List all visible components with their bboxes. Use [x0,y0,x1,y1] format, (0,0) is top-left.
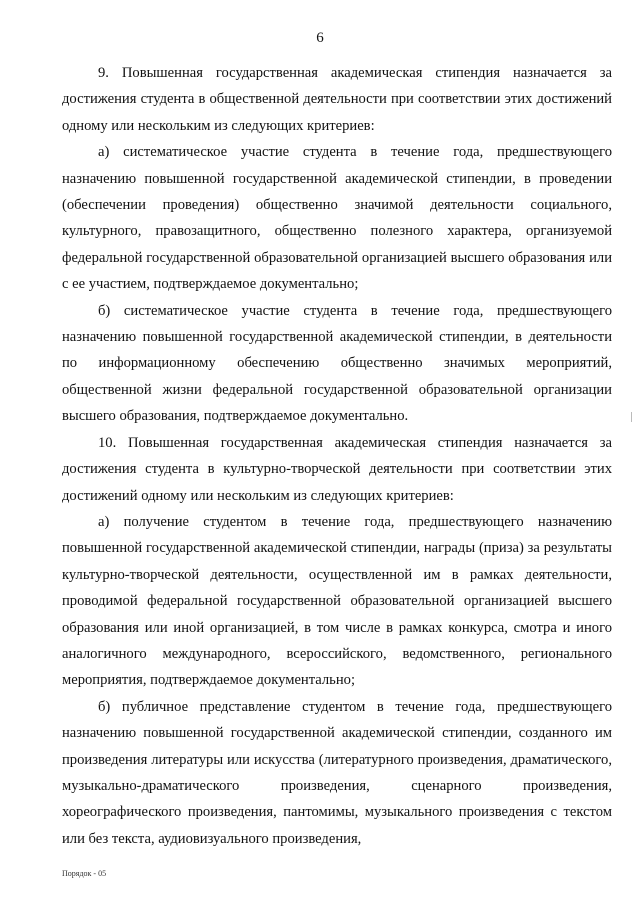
paragraph-9b: б) систематическое участие студента в течение года, предшествующего назначению повышенной государственной академической стипендии, в деятельности по информационному обеспечению общественно значимых мероприятий, общественной жизни федеральной государственной образовательной организации высшего образования, подтверждаемое документально. [62,302,612,425]
page-number: 6 [316,30,324,46]
scan-artifact [631,412,632,422]
paragraph-10: 10. Повышенная государственная академическая стипендия назначается за достижения студента в культурно-творческой деятельности при соответствии этих достижений одному или нескольким из следующих критериев: [62,434,612,504]
paragraph-10b: б) публичное представление студентом в течение года, предшествующего назначению повышенной государственной академической стипендии, созданного им произведения литературы или искусства (литературного произведения, драматического, музыкально-драматического произведения, сценарного произведения, хореографического произведения, пантомимы, музыкального произведения с текстом или без текста, аудиовизуального произведения, [62,698,612,847]
paragraph-9: 9. Повышенная государственная академическая стипендия назначается за достижения студента в общественной деятельности при соответствии этих достижений одному или нескольким из следующих критериев: [62,65,612,134]
paragraph-9a: а) систематическое участие студента в течение года, предшествующего назначению повышенной государственной академической стипендии, в проведении (обеспечении проведения) общественно значимой деятельности социального, культурного, правозащитного, общественно полезного характера, организуемой федеральной государственной образовательной организацией высшего образования или с ее участием, подтверждаемое документально; [62,144,612,293]
document-body [62,60,612,852]
footer-label: Порядок - 05 [62,869,107,878]
paragraph-10a: а) получение студентом в течение года, предшествующего назначению повышенной государственной академической стипендии, награды (приза) за результаты культурно-творческой деятельности, осуществленной им в рамках деятельности, проводимой федеральной государственной образовательной организацией высшего образования или иной организацией, в том числе в рамках конкурса, смотра и иного аналогичного международного, всероссийского, ведомственного, регионального мероприятия, подтверждаемое документально; [62,513,612,689]
